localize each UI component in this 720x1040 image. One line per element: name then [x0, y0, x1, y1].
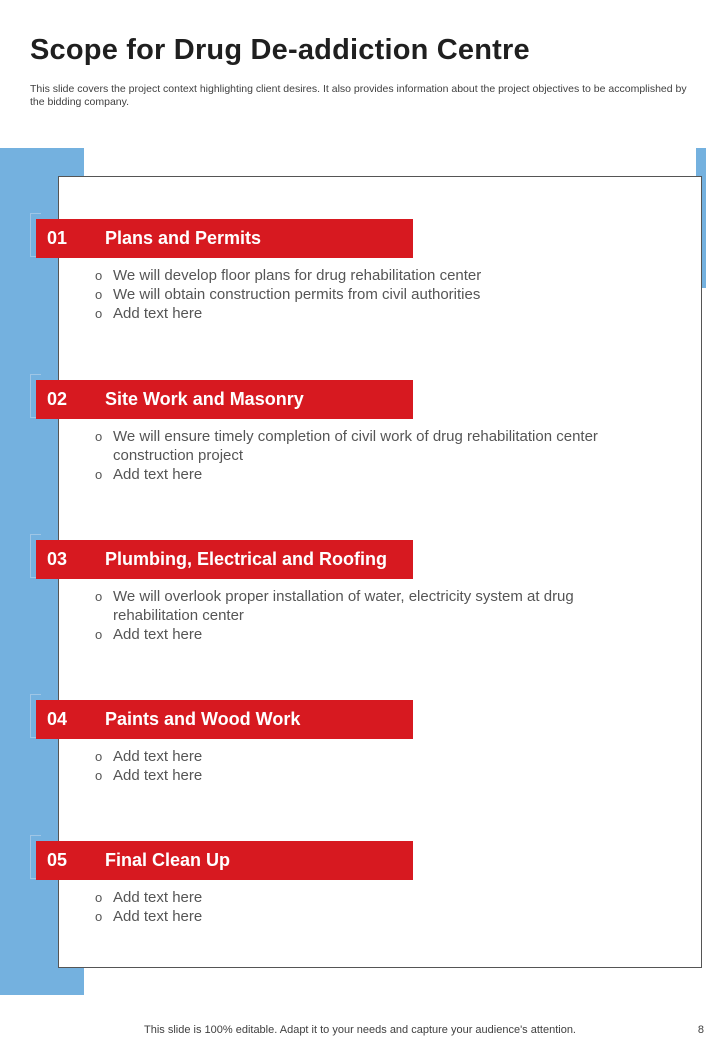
section-header-bar: [36, 380, 413, 419]
section-heading: Final Clean Up: [105, 850, 231, 870]
section-number: 01: [47, 228, 68, 248]
section-bullet-list: [95, 266, 655, 323]
bullet-item: [95, 625, 615, 644]
bullet-text: Add text here: [113, 889, 203, 906]
bullet-marker: o: [95, 429, 103, 444]
bullet-item: [95, 907, 655, 926]
section-heading: Site Work and Masonry: [105, 389, 304, 409]
bullet-marker: o: [95, 467, 103, 482]
bullet-text: Add text here: [113, 305, 203, 322]
bullet-marker: o: [95, 268, 103, 283]
page-subtitle: This slide covers the project context highlighting client desires. It also provides information about the project objectives to be accomplished by the bidding company.: [30, 83, 687, 108]
bullet-text: Add text here: [113, 626, 203, 643]
page-number: 8: [697, 1024, 704, 1036]
section-header-bar: [36, 841, 413, 880]
section-number: 04: [47, 709, 68, 729]
section-number: 03: [47, 549, 68, 569]
bullet-item: [95, 587, 615, 625]
section-bullet-list: [95, 427, 655, 484]
bullet-text: Add text here: [113, 908, 203, 925]
section-heading: Plans and Permits: [105, 228, 262, 248]
section-header-bar: [36, 540, 413, 579]
bullet-item: [95, 465, 655, 484]
bullet-marker: o: [95, 627, 103, 642]
bullet-item: [95, 304, 655, 323]
bullet-text: Add text here: [113, 466, 203, 483]
bullet-item: [95, 888, 655, 907]
bullet-marker: o: [95, 749, 103, 764]
bullet-item: [95, 285, 655, 304]
section-header-bar: [36, 219, 413, 258]
bullet-marker: o: [95, 890, 103, 905]
bullet-text: Add text here: [113, 767, 203, 784]
bullet-marker: o: [95, 306, 103, 321]
bullet-text: We will obtain construction permits from civil authorities: [113, 286, 481, 303]
section-bullet-list: [95, 747, 655, 785]
footer-note: This slide is 100% editable. Adapt it to your needs and capture your audience's attention.: [144, 1024, 576, 1036]
section-heading: Paints and Wood Work: [105, 709, 301, 729]
bullet-text: We will overlook proper installation of water, electricity system at drug rehabilitation center: [113, 588, 574, 624]
bullet-item: [95, 266, 655, 285]
section-number: 02: [47, 389, 68, 409]
bullet-text: We will develop floor plans for drug rehabilitation center: [113, 267, 482, 284]
section-heading: Plumbing, Electrical and Roofing: [105, 549, 388, 569]
bullet-marker: o: [95, 287, 103, 302]
section-header-bar: [36, 700, 413, 739]
bullet-item: [95, 427, 655, 465]
bullet-marker: o: [95, 589, 103, 604]
page-title: Scope for Drug De-addiction Centre: [30, 34, 530, 66]
bullet-item: [95, 766, 655, 785]
section-bullet-list: [95, 888, 655, 926]
bullet-item: [95, 747, 655, 766]
bullet-text: Add text here: [113, 748, 203, 765]
bullet-marker: o: [95, 909, 103, 924]
bullet-marker: o: [95, 768, 103, 783]
bullet-text: We will ensure timely completion of civil work of drug rehabilitation center construction project: [113, 428, 598, 464]
section-bullet-list: [95, 587, 615, 644]
section-number: 05: [47, 850, 68, 870]
